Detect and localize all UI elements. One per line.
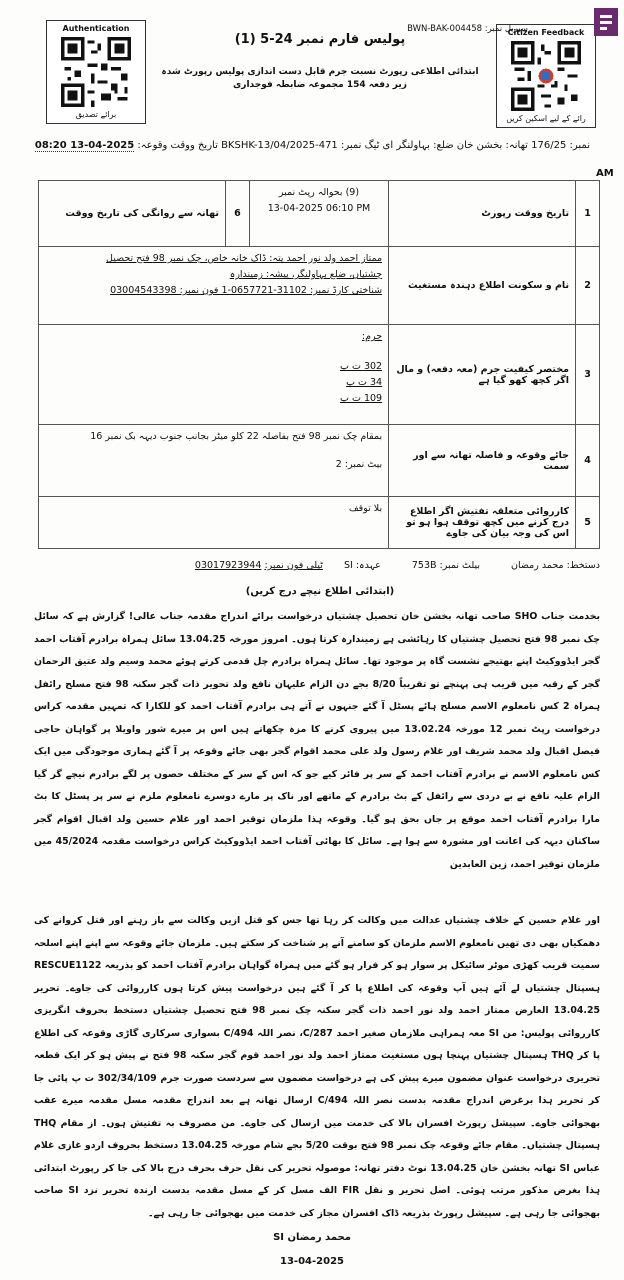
table-row (39, 247, 600, 325)
row-number: 1 (576, 181, 600, 247)
fir-details-table (38, 180, 600, 549)
police-logo-icon (592, 6, 620, 38)
row-number: 4 (576, 425, 600, 497)
section-heading: (ابتدائی اطلاع نیچے درج کریں) (245, 586, 395, 597)
complainant-cell (39, 247, 389, 325)
signoff-name: محمد رمضان SI (273, 1232, 351, 1243)
incident-datetime: 2025-04-13 08:20 (34, 140, 135, 151)
row-label: جائے وقوعہ و فاصلہ تھانہ سے اور سمت (389, 425, 576, 497)
offence-section: 34 ت پ (346, 377, 383, 388)
feedback-caption: رائے کے لیے اسکین کریں (506, 114, 586, 123)
authentication-qr-box (46, 20, 146, 124)
authentication-qr-code[interactable] (61, 37, 131, 107)
table-row (39, 497, 600, 549)
phone-number: 03017923944 (194, 560, 262, 571)
row-label: نام و سکونت اطلاع دہندہ مستغیث (389, 247, 576, 325)
row-label: مختصر کیفیت جرم (معہ دفعہ) و مال اگر کچھ کھو گیا ہے (389, 325, 576, 425)
officer-name: محمد رمضان (511, 560, 564, 571)
report-datetime-cell (249, 181, 388, 247)
location-beat: بیٹ نمبر: 2 (335, 459, 383, 470)
offence-section: 302 ت پ (340, 361, 383, 372)
row-number: 6 (225, 181, 249, 247)
report-reference: (9) بحوالہ رپٹ نمبر (278, 187, 360, 198)
authentication-caption: برائے تصدیق (75, 110, 117, 119)
rank-label: عہدہ: (355, 560, 381, 571)
row-label: تاریخ ووقت رپورٹ (389, 181, 576, 247)
offence-heading: جرم: (361, 331, 383, 342)
form-title: پولیس فارم نمبر 24-5 (1) (234, 32, 406, 47)
officer-signature-row (80, 560, 600, 571)
signoff-date: 13-04-2025 (280, 1256, 344, 1267)
feedback-title: Citizen Feedback (507, 28, 585, 37)
row-number: 5 (576, 497, 600, 549)
table-row (39, 325, 600, 425)
serial-number (407, 24, 528, 34)
delay-cell (39, 497, 389, 549)
belt-label: بیلٹ نمبر: (439, 560, 480, 571)
delay-reason: بلا توقف (348, 503, 383, 514)
fir-reference-text: نمبر: 176/25 تھانہ: بخشن خان ضلع: بہاولنگر ای ٹیگ نمبر: BKSHK-13/04/2025-471 تاریخ ووقت وقوعہ: (137, 140, 590, 151)
feedback-qr-code[interactable] (511, 41, 581, 111)
incident-am: AM (596, 168, 614, 179)
table-row (39, 181, 600, 247)
row-label: کارروائی متعلقہ تفتیش اگر اطلاع درج کرنے میں کچھ توقف ہوا ہو تو اس کی وجہ بیان کی جاوے (389, 497, 576, 549)
row-number: 2 (576, 247, 600, 325)
belt-number: 753B (411, 560, 437, 571)
phone-label: ٹیلی فون نمبر: (264, 560, 323, 571)
location-cell (39, 425, 389, 497)
complainant-line: ممتاز احمد ولد نور احمد پتہ: ڈاک خانہ خاص، چک نمبر 98 فتح تحصیل (106, 253, 383, 264)
complainant-line: شناختی کارڈ نمبر: 31102-0657721-1 فون نمبر: 03004543398 (110, 285, 383, 296)
fir-body-paragraph: بخدمت جناب SHO صاحب تھانہ بخشن خان تحصیل چشتیاں درخواست برائے اندراج مقدمہ جناب عالی! گزارش ہے کہ سائل چک نمبر 98 فتح تحصیل چشتیاں کا رہائشی ہے زمیندارہ کرتا ہوں۔ امروز مورخہ 13.04.25 سائل ہمراہ برادرم آفتاب احمد گجر ایڈووکیٹ اپنے بھتیجے نشست گاہ پر موجود تھا۔ سائل ہمراہ برادرم چل قدمی کرتے ہوئے محمد وسیم ولد عتیق الرحمان گجر کے رقبہ میں قریب ہی پہنچے تو تقریباً 8/20 بجے دن الزام علیہان نافع ولد تحویر ذات گجر سکنہ 98 فتح مسلح رائفل ہمراہ 2 کس نامعلوم الاسم مسلح ہائے پسٹل آ گئے جنہوں نے آتے ہی برادرم آفتاب احمد کو للکارا کہ تمہیں مقدمہ کراس درخواست رپٹ نمبر 12 مورخہ 13.02.24 میں پیروی کرنے کا مزہ چکھاتے ہیں اس پر میرے شور واویلا پر گواہان حاجی فیصل اقبال ولد محمد شریف اور غلام رسول ولد علی محمد اقوام گجر بھی جائے وقوعہ پر آ گئے ہماری موجودگی میں ایک کس نامعلوم الاسم نے برادرم آفتاب احمد کے سر پر فائر کیے جو کہ اس کے سر کے مختلف حصوں پر لگے برادرم نیچے گر گیا الزام علیہ نافع نے بے دردی سے رائفل کے بٹ برادرم کے ماتھے اور ناک پر مارے دوسرے نامعلوم ملزم نے سر پر پسٹل کا بٹ مارا برادرم آفتاب احمد موقع پر جاں بحق ہو گیا۔ وقوعہ ہذا ملزمان توقیر احمد اور غلام حسین ولد اقبال اقوام گجر ساکنان دیہہ کی اعانت اور مشورہ سے ہوا ہے۔ سائل کا بھائی آفتاب احمد ایڈووکیٹ کراس درخواست مقدمہ 45/2024 میں ملزمان توقیر احمد، زین العابدین (34, 611, 601, 870)
feedback-qr-box (496, 24, 596, 128)
serial-value: BWN-BAK-004458 (407, 24, 483, 34)
signature-label: دستخط: (566, 560, 600, 571)
fir-body-paragraph: اور غلام حسین کے خلاف چشتیاں عدالت میں وکالت کر رہا تھا جس کو قتل ازیں وکالت سے باز رہنے اور قتل کروانے کی دھمکیاں بھی دی تھیں نامعلوم الاسم ملزمان کو سامنے آنے پر شناخت کر سکتے ہیں۔ ملزمان جائے وقوعہ سے اپنے اپنے اسلحہ سمیت قریب کھڑی موٹر سائیکل پر سوار ہو کر فرار ہو گئے میں ہمراہ گواہان برادرم آفتاب احمد کو بذریعہ RESCUE1122 ہسپتال چشتیاں لے آئے ہیں آپ وقوعہ کی اطلاع پا کر آ گئے ہیں درخواست پیش کرتا ہوں کارروائی کی جاوے۔ تحریر 13.04.25 العارض ممتاز احمد ولد نور احمد ذات گجر سکنہ چک نمبر 98 فتح تحصیل چشتیاں دستخط بحروف انگریزی کارروائی پولیس: من SI معہ ہمراہی ملازمان صغیر احمد 287/C، نصر اللہ 494/C بسواری سرکاری گاڑی وقوعہ کی اطلاع پا کر THQ ہسپتال چشتیاں پہنچا ہوں مستغیث ممتاز احمد ولد نور احمد قوم گجر سکنہ 98 فتح نے پیش ہو کر ایک قطعہ تحریری درخواست عنوان مضمون میرے پیش کی ہے درخواست مضمون سے سردست صورت جرم 302/34/109 ت پ پائی جا کر تحریر ہذا برغرض اندراج مقدمہ بدست نصر اللہ 494/C ارسال تھانہ ہے بعد اندراج مقدمہ مسل مقدمہ میرے عقب بھجوائی جاوے۔ سپیشل رپورٹ افسران بالا کی خدمت میں ارسال کی جاوے۔ من مصروف بہ تفتیش ہوں۔ از مقام THQ ہسپتال چشتیاں۔ مقام جائے وقوعہ چک نمبر 98 فتح بوقت 5/20 بجے شام مورخہ 13.04.25 دستخط بحروف اردو غازی غلام عباس SI تھانہ بخشن خان 13.04.25 نوٹ دفتر تھانہ: موصولہ تحریر کی نقل حرف بحرف درج بالا کی جا کر رپورٹ ابتدائی ہذا بغرض مذکور مرتب ہوئی۔ اصل تحریر و نقل FIR الف مسل کر کے مسل مقدمہ بدست ارندہ تحریر نزد SI صاحب بھجوائی جا رہی ہے۔ سپیشل رپورٹ بذریعہ ڈاک افسران مجاز کی خدمت میں بھجوائی جا رہی ہے۔ (34, 915, 601, 1219)
rank-value: SI (343, 560, 353, 571)
row-number: 3 (576, 325, 600, 425)
location-line: بمقام چک نمبر 98 فتح بفاصلہ 22 کلو میٹر بجانب جنوب دیہہ بک نمبر 16 (90, 431, 383, 442)
serial-label: سیریل نمبر: (484, 24, 528, 34)
table-row (39, 425, 600, 497)
offence-cell (39, 325, 389, 425)
form-subtitle: ابتدائی اطلاعی رپورٹ نسبت جرم قابل دست اندازی پولیس رپورٹ شدہ زیر دفعہ 154 مجموعہ ضابطہ فوجداری (161, 67, 479, 90)
authentication-title: Authentication (62, 24, 130, 33)
fir-reference-line (34, 140, 590, 151)
complainant-line: چشتیاں، ضلع بہاولنگر، پیشہ: زمیندارہ (229, 269, 383, 280)
row-label: تھانہ سے روانگی کی تاریخ ووقت (39, 181, 226, 247)
report-datetime: 13-04-2025 06:10 PM (267, 203, 371, 214)
offence-section: 109 ت پ (340, 393, 383, 404)
